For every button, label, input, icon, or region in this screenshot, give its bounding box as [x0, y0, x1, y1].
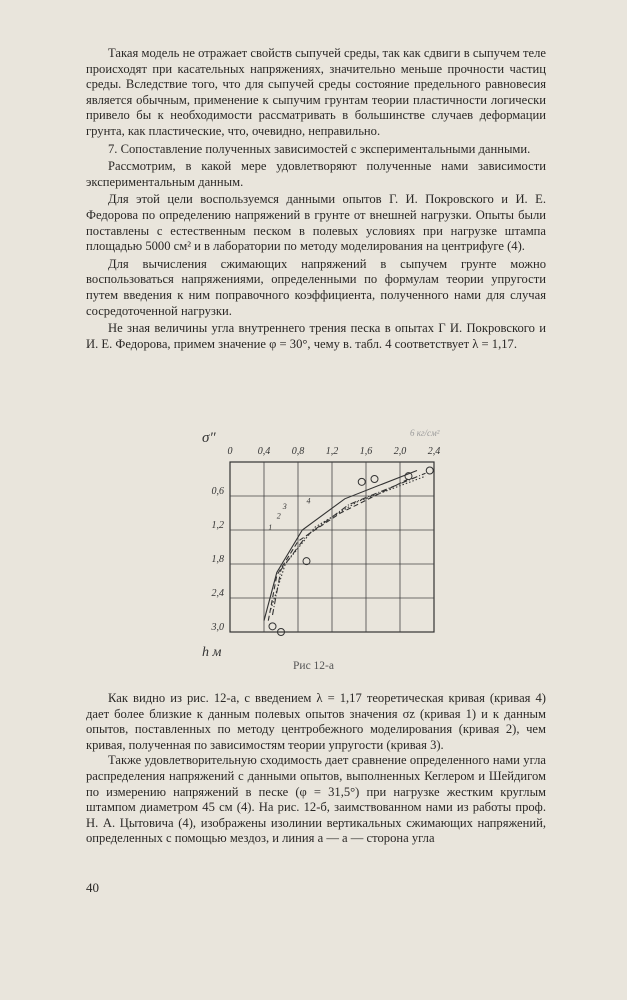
x-tick-label: 1,2: [325, 446, 339, 457]
paragraph: Не зная величины угла внутреннего трения песка в опытах Г И. Покровского и И. Е. Федорова, примем значение φ = 30°, чему в. табл. 4 соответствует λ = 1,17.: [86, 321, 546, 351]
stress-chart: [196, 418, 466, 658]
chart-series: [264, 467, 433, 636]
curve-label: 4: [306, 496, 311, 506]
curve-1: [268, 479, 408, 621]
paragraph: Также удовлетворительную сходимость дает сравнение определенного нами угла распределения напряжений с данными опытов, выполненных Кеглером и Шейдигом по измерению напряжений в песке (φ = 31,5°) при нагрузке жестким круглым штампом диаметром 45 см (4). На рис. 12-б, заимствованном нами из работы проф. Н. А. Цытовича (4), изображены изолинии вертикальных сжимающих напряжений, определенных с помощью мездоз, и линия а — а — сторона угла: [86, 753, 546, 846]
x-tick-label: 2,0: [393, 446, 407, 457]
paragraph: Для этой цели воспользуемся данными опытов Г. И. Покровского и И. Е. Федорова по определению напряжений в грунте от внешней нагрузки. Опыты были поставлены с естественным песком в полевых условиях при нагрузке штампа площадью 5000 см² и в лаборатории по методу моделирования на центрифуге (4).: [86, 192, 546, 254]
figure-12a: [196, 418, 466, 658]
paragraph: Рассмотрим, в какой мере удовлетворяют полученные нами зависимости экспериментальным данным.: [86, 159, 546, 189]
data-point-marker: [426, 467, 433, 474]
text-block-top: [86, 46, 546, 352]
x-tick-label: 1,6: [359, 446, 373, 457]
y-tick-label: 1,2: [211, 520, 224, 531]
x-tick-label: 2,4: [427, 446, 441, 457]
curve-2: [273, 473, 426, 615]
section-heading: 7. Сопоставление полученных зависимостей с экспериментальными данными.: [108, 141, 531, 156]
curve-label: 2: [276, 511, 281, 521]
curve-label: 3: [282, 502, 287, 512]
paragraph: Как видно из рис. 12-а, с введением λ = 1,17 теоретическая кривая (кривая 4) дает более близкие к данным полевых опытов значения σz (кривая 1) и к данным опытов, поставленных по методу центробежного моделирования (кривая 2), чем кривая, полученная по зависимостям теории упругости (кривая 3).: [86, 691, 546, 752]
x-tick-label: 0,4: [257, 446, 271, 457]
chart-grid: [230, 462, 434, 632]
y-axis-label: σ″: [202, 430, 216, 446]
y-tick-label: 2,4: [211, 588, 224, 599]
y-tick-label: 3,0: [211, 622, 224, 633]
data-point-marker: [269, 623, 276, 630]
x-axis-label: h м: [202, 645, 222, 658]
unit-label: 6 кг/см²: [410, 428, 440, 438]
x-tick-label: 0: [227, 446, 233, 457]
x-tick-label: 0,8: [291, 446, 305, 457]
paragraph: Такая модель не отражает свойств сыпучей среды, так как сдвиги в сыпучем теле происходят при касательных напряжениях, значительно меньше прочности частиц среды. Вследствие того, что для сыпучей среды состояние предельного равновесия является обычным, применение к сыпучим грунтам теории пластичности логически привело бы к необходимости рассматривать в большинстве случаев деформации грунта, как пластические, что, очевидно, неправильно.: [86, 46, 546, 138]
figure-caption: Рис 12-а: [293, 660, 334, 672]
y-tick-label: 1,8: [211, 554, 224, 565]
page-number: 40: [86, 880, 99, 895]
data-point-marker: [358, 478, 365, 485]
y-tick-label: 0,6: [211, 486, 224, 497]
text-block-bottom: [86, 691, 546, 847]
curve-label: 1: [268, 523, 273, 532]
paragraph: Для вычисления сжимающих напряжений в сыпучем грунте можно воспользоваться напряжениями, определенными по формулам теории упругости путем введения к ним поправочного коэффициента, полученного нами для случая сосредоточенной нагрузки.: [86, 256, 546, 318]
data-point-marker: [371, 476, 378, 483]
